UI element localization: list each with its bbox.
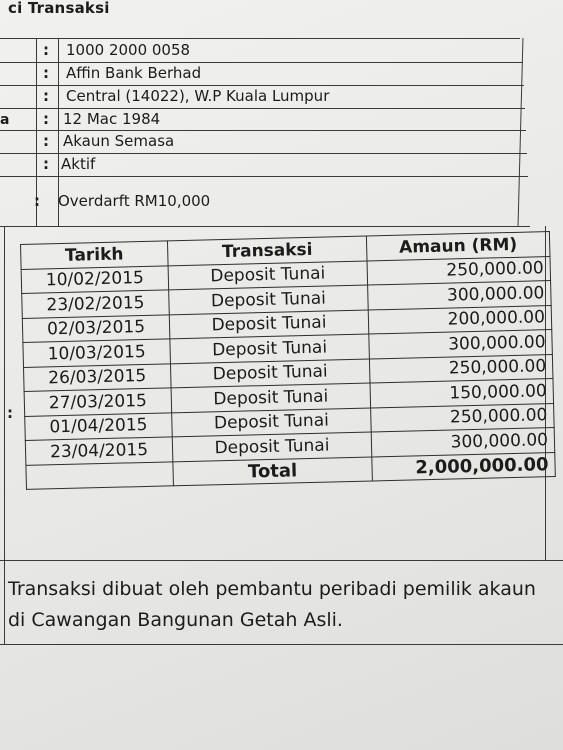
column-header-transaction: Transaksi <box>167 236 367 265</box>
field-colon: : <box>43 64 49 82</box>
cell-transaction: Deposit Tunai <box>172 407 372 436</box>
cell-date: 02/03/2015 <box>22 314 170 342</box>
cell-transaction: Deposit Tunai <box>172 432 372 461</box>
cell-transaction: Deposit Tunai <box>169 285 369 314</box>
cell-amount: 300,000.00 <box>371 428 555 457</box>
total-label: Total <box>173 456 373 485</box>
cell-amount: 300,000.00 <box>368 281 552 310</box>
total-amount: 2,000,000.00 <box>372 452 556 481</box>
cell-transaction: Deposit Tunai <box>171 383 371 412</box>
grid-line <box>0 226 530 227</box>
section-heading: ci Transaksi <box>8 0 110 17</box>
field-colon: : <box>43 155 49 173</box>
grid-line <box>0 153 527 154</box>
cell-date: 10/03/2015 <box>23 339 171 367</box>
cell-amount: 300,000.00 <box>369 330 553 359</box>
field-colon: : <box>34 192 40 210</box>
branch-value: Central (14022), W.P Kuala Lumpur <box>66 87 330 105</box>
cell-date: 10/02/2015 <box>21 265 169 293</box>
cell-amount: 250,000.00 <box>369 354 553 383</box>
field-colon: : <box>43 41 49 59</box>
grid-line <box>0 85 524 86</box>
grid-line <box>0 176 528 177</box>
column-header-date: Tarikh <box>21 241 169 269</box>
cell-amount: 250,000.00 <box>367 256 551 285</box>
cell-amount: 250,000.00 <box>371 403 555 432</box>
cell-amount: 200,000.00 <box>368 305 552 334</box>
column-header-amount: Amaun (RM) <box>366 232 550 261</box>
field-colon: : <box>43 132 49 150</box>
transaction-table <box>20 231 556 490</box>
cell-transaction: Deposit Tunai <box>170 358 370 387</box>
field-colon: : <box>43 110 49 128</box>
grid-line <box>4 226 5 644</box>
grid-line <box>518 38 524 226</box>
account-number-value: 1000 2000 0058 <box>66 41 191 59</box>
cut-off-label: a <box>0 112 10 128</box>
cell-date: 26/03/2015 <box>24 363 172 391</box>
cell-transaction: Deposit Tunai <box>170 334 370 363</box>
account-type-value: Akaun Semasa <box>63 132 175 150</box>
cell-date: 23/02/2015 <box>22 290 170 318</box>
transaction-note: Transaksi dibuat oleh pembantu peribadi pemilik akaun di Cawangan Bangunan Getah Asli. <box>8 578 536 631</box>
cell-transaction: Deposit Tunai <box>169 310 369 339</box>
grid-line <box>0 62 523 63</box>
account-status-value: Aktif <box>61 155 96 173</box>
cell-date: 01/04/2015 <box>25 412 173 440</box>
grid-line <box>0 644 563 645</box>
transaction-table-wrapper <box>20 231 556 490</box>
overdraft-value: Overdarft RM10,000 <box>58 192 211 210</box>
field-colon: : <box>43 87 49 105</box>
cell-date: 27/03/2015 <box>24 388 172 416</box>
grid-line <box>0 38 520 39</box>
field-colon: : <box>7 404 13 422</box>
open-date-value: 12 Mac 1984 <box>63 110 161 128</box>
grid-line <box>0 130 526 131</box>
bank-name-value: Affin Bank Berhad <box>66 64 202 82</box>
cell-empty <box>26 461 174 489</box>
grid-line <box>0 108 525 109</box>
cell-amount: 150,000.00 <box>370 379 554 408</box>
cell-transaction: Deposit Tunai <box>168 261 368 290</box>
grid-line <box>0 560 563 561</box>
cell-date: 23/04/2015 <box>25 437 173 465</box>
